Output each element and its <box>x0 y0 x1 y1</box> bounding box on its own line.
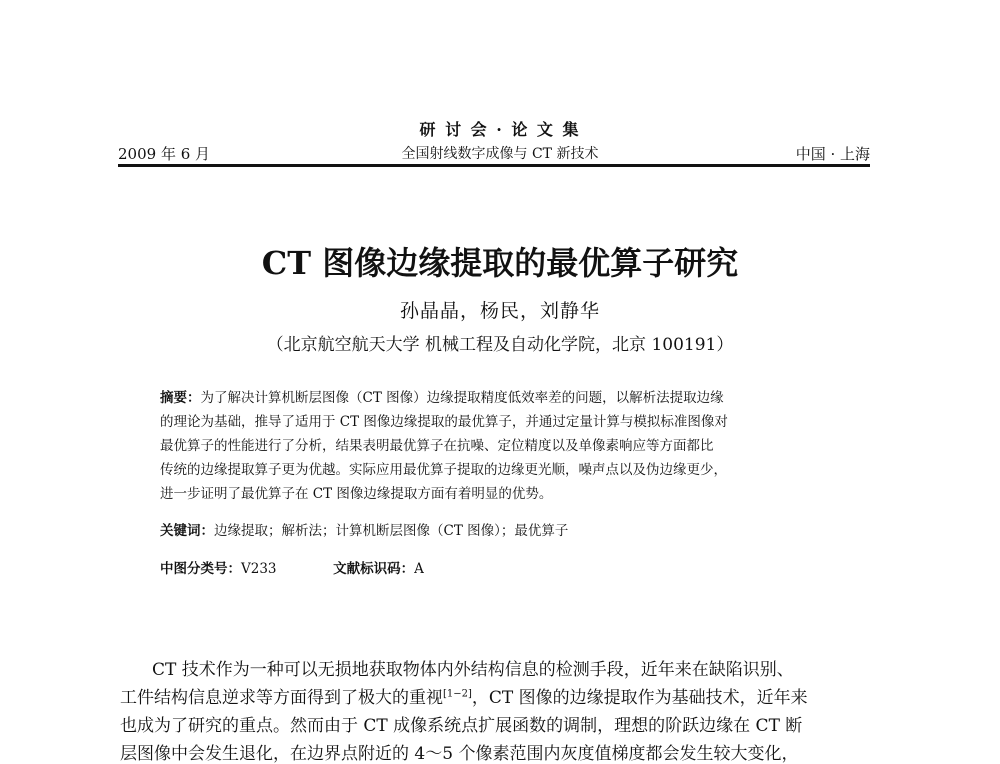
abstract-line: 的理论为基础，推导了适用于 CT 图像边缘提取的最优算子，并通过定量计算与模拟标准图像对 <box>160 414 728 430</box>
citation: [1−2] <box>443 688 472 700</box>
doc-code-label: 文献标识码： <box>333 561 415 577</box>
abstract-line: 传统的边缘提取算子更为优越。实际应用最优算子提取的边缘更光顺，噪声点以及伪边缘更少， <box>160 462 727 478</box>
abstract-line <box>160 386 724 406</box>
abstract-line: 最优算子的性能进行了分析，结果表明最优算子在抗噪、定位精度以及单像素响应等方面都比 <box>160 438 714 454</box>
paper-title: CT 图像边缘提取的最优算子研究 <box>261 244 739 282</box>
body-paragraph-line: CT 技术作为一种可以无损地获取物体内外结构信息的检测手段，近年来在缺陷识别、 <box>152 660 794 680</box>
header-date: 2009 年 6 月 <box>118 145 211 163</box>
header-location: 中国 · 上海 <box>795 145 870 163</box>
abstract-label: 摘要： <box>160 390 201 406</box>
body-paragraph-line: 也成为了研究的重点。然而由于 CT 成像系统点扩展函数的调制，理想的阶跃边缘在 CT 断 <box>120 716 803 736</box>
clc-label: 中图分类号： <box>160 561 241 577</box>
classification <box>160 557 424 577</box>
body-text: 工件结构信息逆求等方面得到了极大的重视 <box>120 688 443 708</box>
keywords <box>160 519 568 539</box>
body-paragraph-line <box>120 683 808 708</box>
header-conference: 全国射线数字成像与 CT 新技术 <box>401 146 599 162</box>
body-paragraph-line: 层图像中会发生退化，在边界点附近的 4～5 个像素范围内灰度值梯度都会发生较大变化， <box>120 744 799 764</box>
body-text: ，CT 图像的边缘提取作为基础技术，近年来 <box>471 688 808 708</box>
abstract-line: 进一步证明了最优算子在 CT 图像边缘提取方面有着明显的优势。 <box>160 486 553 502</box>
header-rule <box>118 164 870 167</box>
keywords-label: 关键词： <box>160 523 214 539</box>
clc-value: V233 <box>241 561 277 577</box>
journal-series: 研 讨 会 · 论 文 集 <box>419 120 581 139</box>
authors: 孙晶晶，杨民，刘静华 <box>399 300 600 322</box>
affiliation: （北京航空航天大学 机械工程及自动化学院，北京 100191） <box>266 335 734 355</box>
keywords-text: 边缘提取；解析法；计算机断层图像（CT 图像）；最优算子 <box>214 523 569 539</box>
doc-code-value: A <box>414 561 424 577</box>
abstract-text: 为了解决计算机断层图像（CT 图像）边缘提取精度低效率差的问题，以解析法提取边缘 <box>200 390 724 406</box>
